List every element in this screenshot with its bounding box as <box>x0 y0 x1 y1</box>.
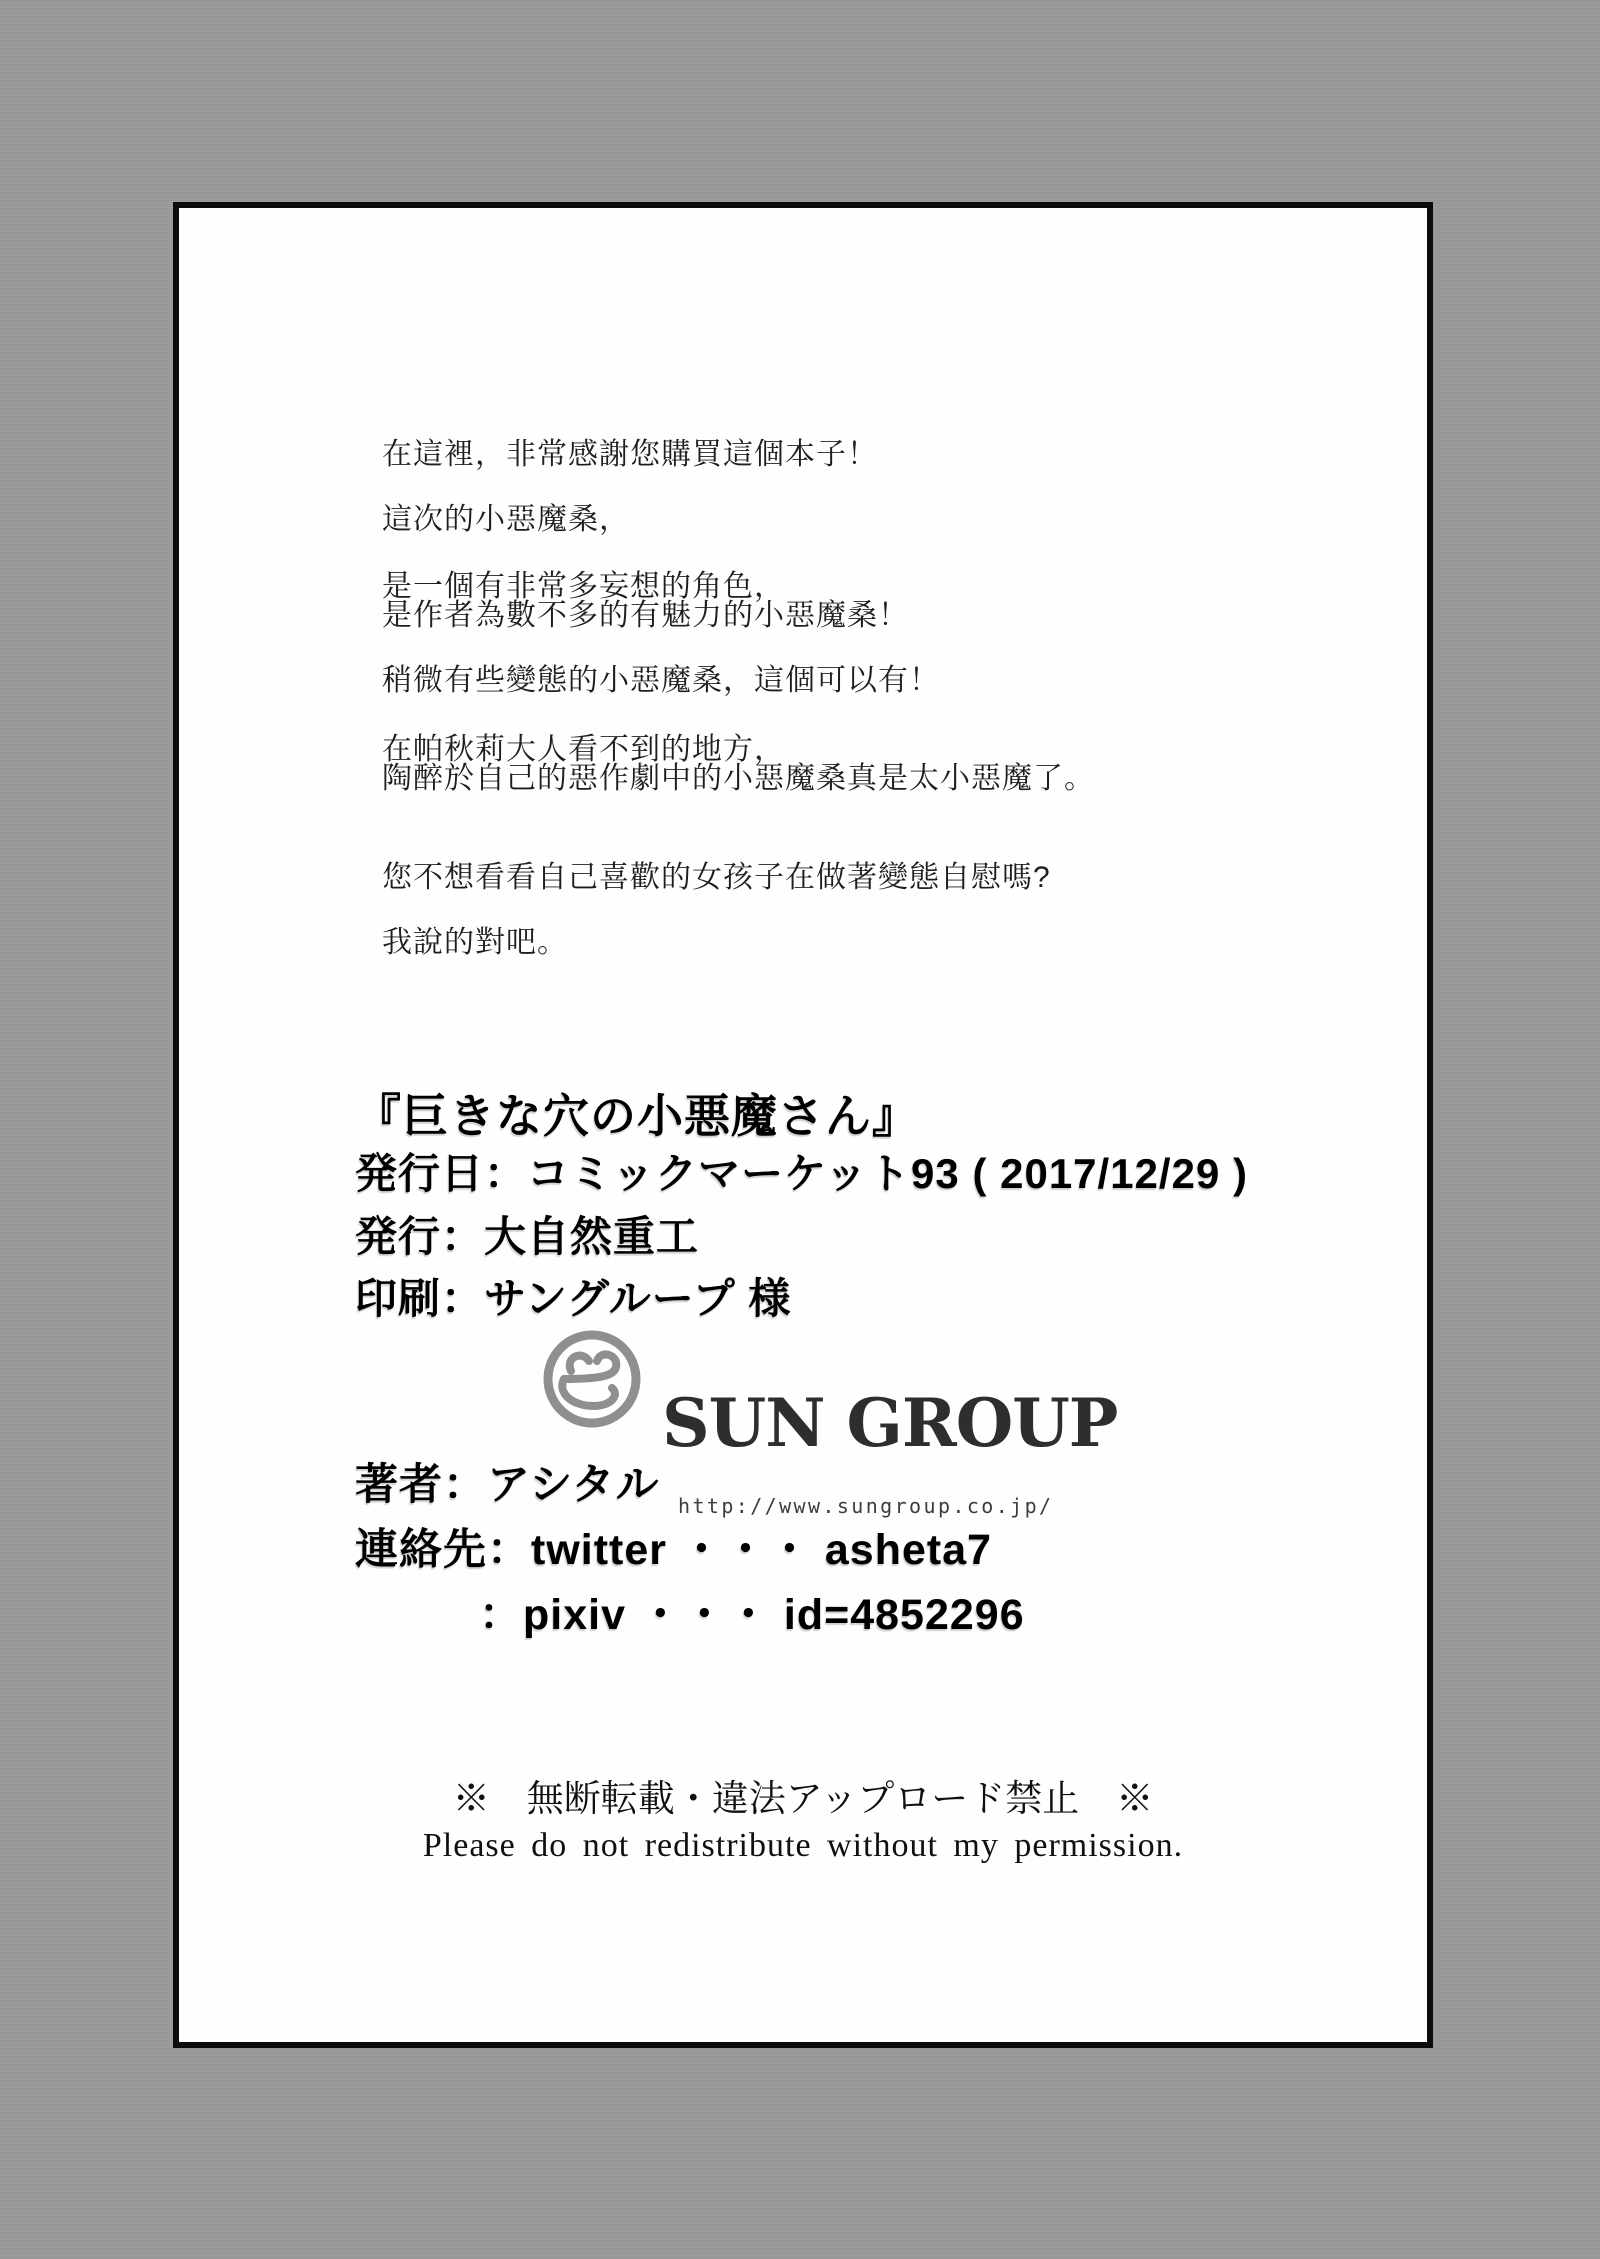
no-redistribution-notice-jp: ※ 無断転載・違法アップロード禁止 ※ <box>452 1779 1154 1820</box>
intro-line: 稍微有些變態的小惡魔桑，這個可以有！ <box>382 664 940 697</box>
release-date-line: 発行日：コミックマーケット93 ( 2017/12/29 ) <box>355 1150 1248 1197</box>
author-line: 著者：アシタル <box>355 1461 660 1509</box>
no-redistribution-notice-en: Please do not redistribute without my permission. <box>422 1827 1184 1864</box>
book-title: 『巨きな穴の小悪魔さん』 <box>355 1090 919 1142</box>
intro-line: 這次的小惡魔桑， <box>382 503 630 536</box>
sun-group-logo-name: SUN GROUP <box>662 1384 1118 1462</box>
contact-twitter-line: 連絡先：twitter ・・・ asheta7 <box>355 1526 993 1574</box>
publisher-line: 発行：大自然重工 <box>355 1213 700 1260</box>
intro-line: 您不想看看自己喜歡的女孩子在做著變態自慰嗎? <box>382 861 1051 894</box>
intro-line: 在帕秋莉大人看不到的地方， <box>382 733 785 766</box>
printer-line: 印刷：サングループ 様 <box>355 1275 792 1322</box>
afterword-page <box>173 202 1433 2048</box>
intro-line: 是一個有非常多妄想的角色， <box>382 570 785 603</box>
intro-line: 在這裡，非常感謝您購買這個本子！ <box>382 438 878 471</box>
intro-line: 是作者為數不多的有魅力的小惡魔桑！ <box>382 599 909 632</box>
sun-group-logo <box>662 1354 1117 1555</box>
sun-group-logo-icon <box>539 1326 645 1432</box>
intro-line: 陶醉於自己的惡作劇中的小惡魔桑真是太小惡魔了。 <box>382 762 1095 795</box>
sun-group-logo-url: http://www.sungroup.co.jp/ <box>678 1494 1054 1518</box>
contact-pixiv-line: ：pixiv ・・・ id=4852296 <box>479 1591 1025 1639</box>
intro-line: 我說的對吧。 <box>382 926 568 959</box>
